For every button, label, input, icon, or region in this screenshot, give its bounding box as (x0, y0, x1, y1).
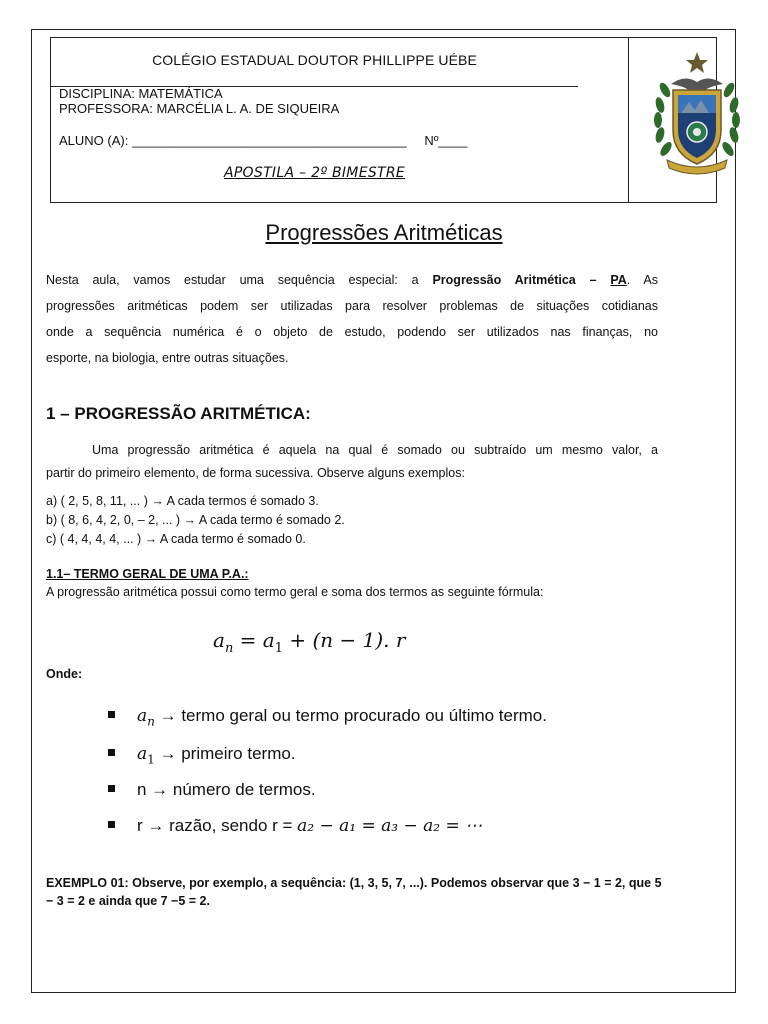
definition-n-text: n → número de termos. (137, 780, 316, 799)
formula-first-term: a (262, 628, 275, 652)
bullet-square-icon (108, 785, 115, 792)
number-field: Nº____ (424, 133, 468, 148)
onde-label: Onde: (46, 667, 83, 681)
definition-r-math: a₂ − a₁ = a₃ − a₂ = ⋯ (297, 816, 483, 836)
state-emblem-icon (649, 50, 745, 180)
student-field: ALUNO (A): ______________________________________ (59, 133, 407, 148)
formula-first-term-sub: 1 (274, 641, 284, 656)
bullet-square-icon (108, 749, 115, 756)
example-01-line-2: − 3 = 2 e ainda que 7 −5 = 2. (46, 894, 210, 908)
intro-dash: – (575, 273, 611, 287)
apostila-title: APOSTILA – 2º BIMESTRE (223, 165, 406, 181)
formula-equals: = (233, 628, 263, 652)
section-1-1-heading: 1.1– TERMO GERAL DE UMA P.A.: (46, 567, 249, 581)
formula-lhs: a (213, 628, 225, 652)
bullet-square-icon (108, 821, 115, 828)
teacher-line: PROFESSORA: MARCÉLIA L. A. DE SIQUEIRA (59, 101, 340, 116)
section-1-para-line-2: partir do primeiro elemento, de forma sucessiva. Observe alguns exemplos: (46, 466, 465, 480)
intro-text-end: . As (626, 273, 658, 287)
definition-r (108, 816, 482, 836)
section-1-heading: 1 – PROGRESSÃO ARITMÉTICA: (46, 404, 311, 423)
symbol-a1: a (137, 744, 148, 764)
bullet-square-icon (108, 711, 115, 718)
definition-r-text: r → razão, sendo r = (137, 816, 298, 835)
example-a: a) ( 2, 5, 8, 11, ... ) → A cada termos é somado 3. (46, 494, 319, 508)
school-name: COLÉGIO ESTADUAL DOUTOR PHILLIPPE UÉBE (152, 52, 477, 68)
intro-line-4: esporte, na biologia, entre outras situações. (46, 351, 289, 365)
discipline-line: DISCIPLINA: MATEMÁTICA (59, 86, 223, 101)
symbol-a1-sub: 1 (147, 752, 155, 767)
definition-an-text: → termo geral ou termo procurado ou último termo. (154, 706, 547, 725)
student-line (59, 133, 467, 148)
section-1-para-line-1: Uma progressão aritmética é aquela na qual é somado ou subtraído um mesmo valor, a (92, 443, 658, 457)
definition-a1 (108, 744, 296, 766)
general-term-formula (213, 628, 405, 656)
example-01-line-1 (46, 876, 662, 890)
intro-abbrev: PA (610, 273, 627, 287)
symbol-an-sub: n (147, 714, 155, 729)
section-1-1-text: A progressão aritmética possui como termo geral e soma dos termos as seguinte fórmula: (46, 585, 544, 599)
formula-lhs-sub: n (224, 641, 234, 656)
definition-n (108, 780, 316, 800)
intro-bold-term: Progressão Aritmética (432, 273, 576, 287)
example-01-label: EXEMPLO 01: (46, 876, 129, 890)
formula-rest: + (n − 1). r (283, 628, 406, 652)
intro-text: Nesta aula, vamos estudar uma sequência especial: a (46, 273, 433, 287)
example-c: c) ( 4, 4, 4, 4, ... ) → A cada termo é somado 0. (46, 532, 306, 546)
definition-a1-text: → primeiro termo. (154, 744, 296, 763)
header-box (50, 37, 717, 203)
page-title: Progressões Aritméticas (265, 220, 503, 245)
header-divider-vertical (628, 38, 629, 202)
intro-line-2: progressões aritméticas podem ser utilizadas para resolver problemas de situações cotidianas (46, 299, 658, 313)
definition-an (108, 706, 547, 728)
intro-line-3: onde a sequência numérica é o objeto de estudo, podendo ser utilizados nas finanças, no (46, 325, 658, 339)
symbol-an: a (137, 706, 148, 726)
example-01-text: Observe, por exemplo, a sequência: (1, 3, 5, 7, ...). Podemos observar que 3 − 1 = 2, que 5 (128, 876, 662, 890)
example-b: b) ( 8, 6, 4, 2, 0, – 2, ... ) → A cada termo é somado 2. (46, 513, 345, 527)
intro-line-1 (46, 273, 658, 287)
